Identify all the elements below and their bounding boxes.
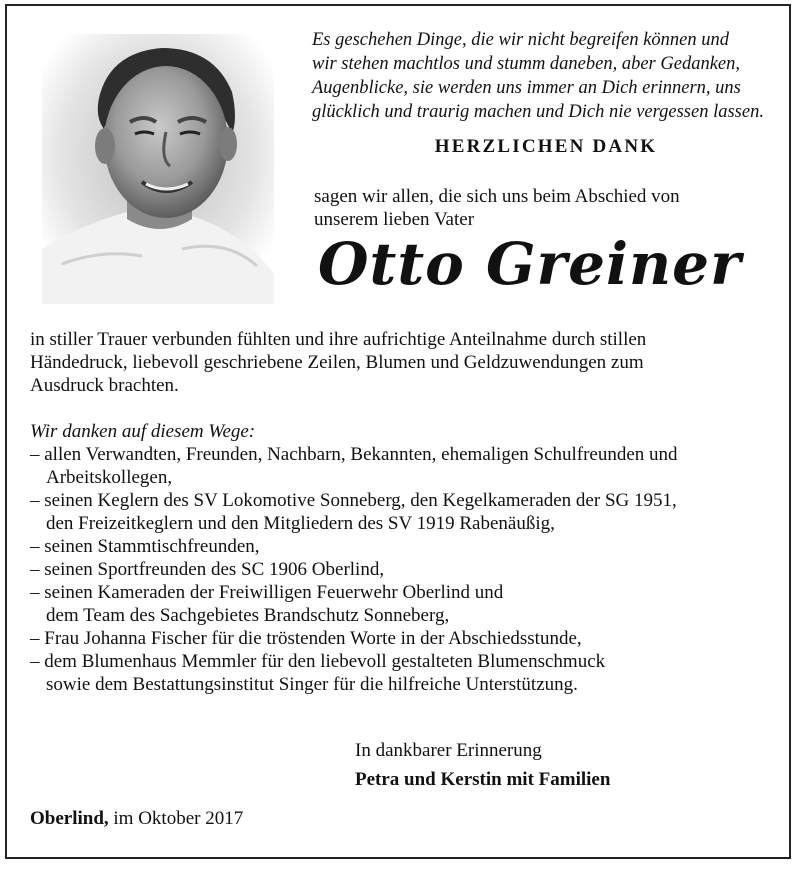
portrait-photo	[42, 34, 274, 304]
thanks-item: – seinen Keglern des SV Lokomotive Sonneberg, den Kegelkameraden der SG 1951,	[30, 490, 677, 511]
thanks-item-cont: Arbeitskollegen,	[46, 467, 173, 488]
thanks-item-cont: sowie dem Bestattungsinstitut Singer für die hilfreiche Unterstützung.	[46, 674, 578, 695]
paragraph-line: Händedruck, liebevoll geschriebene Zeilen, Blumen und Geldzuwendungen zum	[30, 352, 644, 373]
thanks-item: – seinen Sportfreunden des SC 1906 Oberlind,	[30, 559, 385, 580]
thanks-item: – seinen Kameraden der Freiwilligen Feuerwehr Oberlind und	[30, 582, 504, 603]
thanks-item: – seinen Stammtischfreunden,	[30, 536, 260, 557]
date-text: im Oktober 2017	[108, 808, 244, 829]
closing-text: In dankbarer Erinnerung	[355, 740, 542, 761]
intro-line: unserem lieben Vater	[314, 209, 475, 230]
body-text	[30, 328, 678, 696]
verse-line: wir stehen machtlos und stumm daneben, aber Gedanken,	[312, 54, 741, 74]
verse-line: glücklich und traurig machen und Dich nie vergessen lassen.	[312, 102, 764, 122]
thanks-item-cont: den Freizeitkeglern und den Mitgliedern des SV 1919 Rabenäußig,	[46, 513, 555, 534]
verse-line: Augenblicke, sie werden uns immer an Dich erinnern, uns	[312, 78, 741, 98]
thanks-item-cont: dem Team des Sachgebietes Brandschutz Sonneberg,	[46, 605, 450, 626]
verse-line: Es geschehen Dinge, die wir nicht begreifen können und	[312, 30, 729, 50]
place-date	[30, 808, 243, 830]
heading: HERZLICHEN DANK	[434, 136, 658, 157]
place-name: Oberlind,	[30, 808, 109, 829]
intro-line: sagen wir allen, die sich uns beim Abschied von	[314, 186, 680, 207]
thanks-item: – dem Blumenhaus Memmler für den liebevoll gestalteten Blumenschmuck	[30, 651, 606, 672]
portrait-image	[42, 34, 274, 304]
deceased-name: Otto Greiner	[318, 230, 742, 298]
thanks-item: – allen Verwandten, Freunden, Nachbarn, Bekannten, ehemaligen Schulfreunden und	[30, 444, 678, 465]
memorial-verse	[312, 28, 782, 124]
thanks-intro: Wir danken auf diesem Wege:	[30, 421, 256, 442]
paragraph-line: Ausdruck brachten.	[30, 375, 179, 396]
family-names: Petra und Kerstin mit Familien	[355, 769, 611, 790]
thanks-item: – Frau Johanna Fischer für die tröstenden Worte in der Abschiedsstunde,	[30, 628, 582, 649]
signature-block	[355, 736, 610, 794]
intro-text	[314, 185, 680, 231]
paragraph-line: in stiller Trauer verbunden fühlten und ihre aufrichtige Anteilnahme durch stillen	[30, 329, 647, 350]
